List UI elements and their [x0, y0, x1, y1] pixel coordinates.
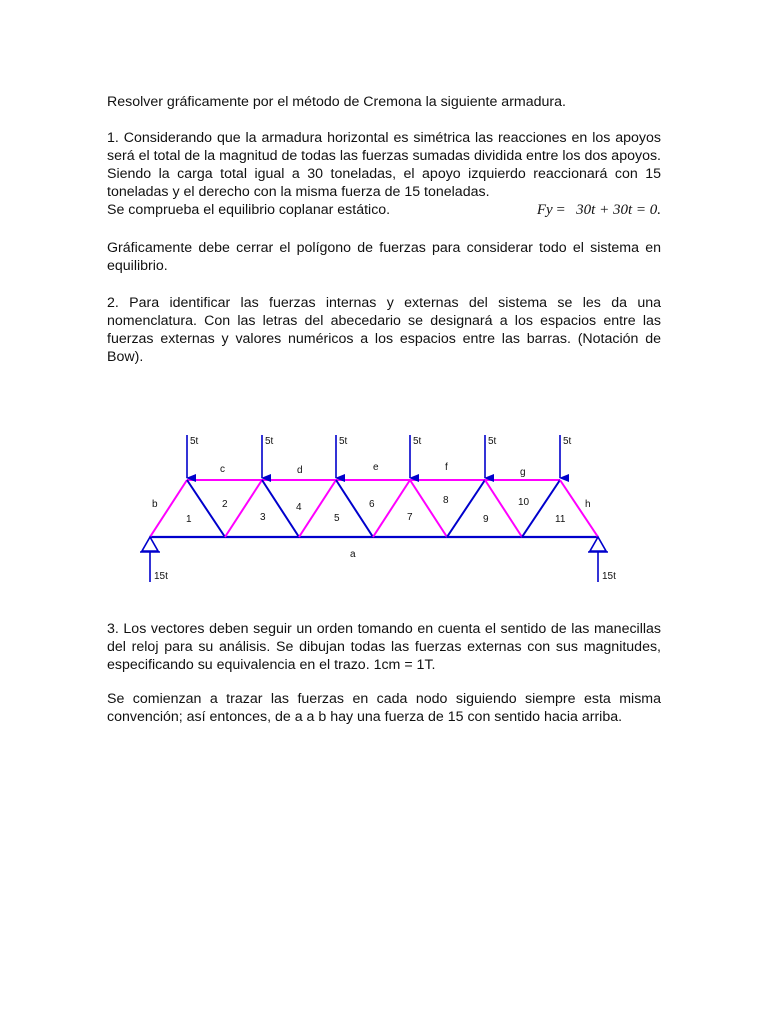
diagonal-member — [560, 480, 598, 537]
space-letter: a — [350, 549, 356, 560]
diagonal-member — [485, 480, 522, 537]
diagonal-member — [225, 480, 262, 537]
load-label: 5t — [339, 436, 348, 447]
support-triangle — [590, 537, 606, 551]
space-letter: f — [445, 462, 448, 473]
paragraph-1-text: 1. Considerando que la armadura horizontal es simétrica las reacciones en los apoyos será el total de la magnitud de todas las fuerzas sumadas dividida entre los dos apoyos. Siendo la carga total igual a 30 toneladas, el apoyo izquierdo reaccionará con 15 toneladas y el derecho con la misma fuerza de 15 toneladas. — [107, 130, 661, 200]
diagonal-member — [262, 480, 299, 537]
diagonal-member — [373, 480, 410, 537]
paragraph-2 — [107, 239, 661, 275]
panel-number: 10 — [518, 497, 530, 508]
equilibrium-check-text: Se comprueba el equilibrio coplanar estático. — [107, 202, 391, 218]
panel-number: 2 — [222, 499, 228, 510]
load-label: 5t — [563, 436, 572, 447]
diagonal-member — [336, 480, 373, 537]
panel-number: 6 — [369, 499, 375, 510]
paragraph-5 — [107, 690, 661, 726]
equation-rhs: 30t + 30t = 0. — [576, 202, 661, 218]
support-triangle — [142, 537, 158, 551]
panel-number: 8 — [443, 495, 449, 506]
load-label: 5t — [488, 436, 497, 447]
equation-equals: = — [556, 202, 565, 218]
paragraph-4-text: 3. Los vectores deben seguir un orden tomando en cuenta el sentido de las manecillas del reloj para su análisis. Se dibujan todas las fuerzas externas con sus magnitudes, especificando su equivalencia en el trazo. 1cm = 1T. — [107, 621, 661, 673]
reaction-label: 15t — [602, 571, 616, 582]
panel-number: 5 — [334, 513, 340, 524]
title-text: Resolver gráficamente por el método de Cremona la siguiente armadura. — [107, 94, 566, 110]
space-letter: c — [220, 464, 225, 475]
equation-lhs: Fy — [536, 202, 553, 218]
space-letter: h — [585, 499, 591, 510]
truss-svg — [130, 425, 630, 595]
panel-number: 3 — [260, 512, 266, 523]
paragraph-5-text: Se comienzan a trazar las fuerzas en cada nodo siguiendo siempre esta misma convención; así entonces, de a a b hay una fuerza de 15 con sentido hacia arriba. — [107, 691, 661, 725]
diagonal-member — [410, 480, 447, 537]
panel-number: 4 — [296, 502, 302, 513]
space-letter: b — [152, 499, 158, 510]
paragraph-1 — [107, 129, 661, 219]
panel-number: 11 — [555, 514, 566, 525]
panel-number: 7 — [407, 512, 413, 523]
diagonal-member — [187, 480, 225, 537]
diagonal-member — [522, 480, 560, 537]
diagonal-member — [299, 480, 336, 537]
panel-number: 9 — [483, 514, 489, 525]
space-letter: e — [373, 462, 379, 473]
paragraph-3-text: 2. Para identificar las fuerzas internas y externas del sistema se les da una nomenclatura. Con las letras del abecedario se designará a los espacios entre las fuerzas externas y valores numéricos a los espacios entre las barras. (Notación de Bow). — [107, 295, 661, 365]
equilibrium-equation — [537, 201, 661, 219]
truss-diagram — [130, 425, 630, 595]
paragraph-3 — [107, 294, 661, 366]
space-letter: g — [520, 467, 526, 478]
load-label: 5t — [265, 436, 274, 447]
equilibrium-check-line — [107, 201, 661, 219]
diagonal-member — [447, 480, 485, 537]
load-label: 5t — [190, 436, 199, 447]
reaction-label: 15t — [154, 571, 168, 582]
paragraph-2-text: Gráficamente debe cerrar el polígono de fuerzas para considerar todo el sistema en equilibrio. — [107, 240, 661, 274]
space-letter: d — [297, 465, 303, 476]
document-title — [107, 93, 661, 111]
panel-number: 1 — [186, 514, 192, 525]
load-label: 5t — [413, 436, 422, 447]
paragraph-4 — [107, 620, 661, 674]
